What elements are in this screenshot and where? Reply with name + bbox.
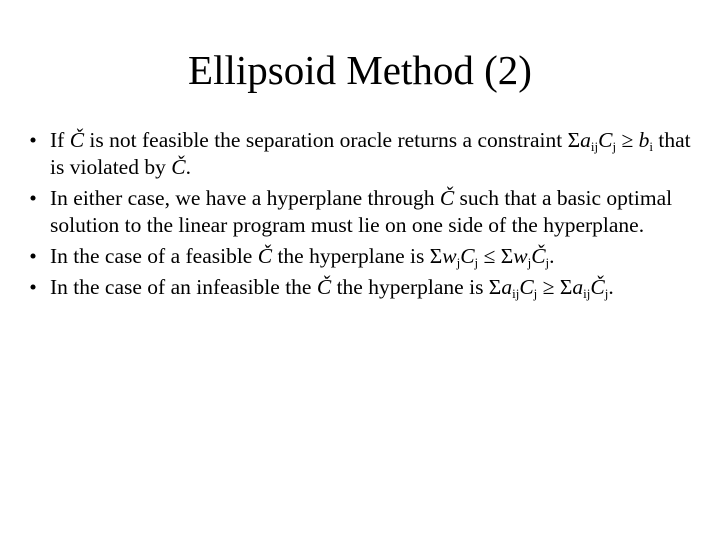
bullet-item [0,243,720,270]
text-run: In the case of a feasible [50,244,258,268]
text-run: i [649,139,654,154]
text-run: j [474,255,479,270]
bullet-marker: • [29,128,37,152]
bullet-marker: • [29,275,37,299]
text-run: j [612,139,617,154]
text-run: In either case, we have a hyperplane through [50,186,440,210]
bullet-marker: • [29,244,37,268]
text-run: ≤ Σ [478,244,514,268]
bullet-text [50,128,691,179]
bullet-text [50,244,555,268]
text-run: ij [590,139,599,154]
bullet-item [0,274,720,301]
bullet-text [50,186,672,237]
text-run: j [545,255,550,270]
text-run: b [638,128,650,152]
text-run: Č [171,155,186,179]
text-run: the hyperplane is Σ [331,275,502,299]
text-run: a [580,128,591,152]
text-run: ij [583,286,591,301]
bullet-item [0,185,720,239]
text-run: . [185,155,191,179]
bullet-item [0,127,720,181]
bullet-text [50,275,614,299]
text-run: C [460,244,475,268]
text-run: Č [257,244,273,268]
text-run: ≥ [616,128,639,152]
text-run: j [527,255,532,270]
text-run: Č [316,275,332,299]
text-run: that is violated by [50,128,691,179]
text-run: Č [531,244,546,268]
text-run: Č [69,128,85,152]
text-run: C [519,275,534,299]
slide-title: Ellipsoid Method (2) [188,47,532,93]
text-run: ≥ Σ [537,275,573,299]
text-run: If [50,128,70,152]
text-run: In the case of an infeasible the [50,275,317,299]
text-run: Č [439,186,455,210]
text-run: is not feasible the separation oracle returns a constraint Σ [84,128,581,152]
text-run: Č [590,275,605,299]
text-run: j [604,286,609,301]
text-run: w [442,244,457,268]
text-run: j [533,286,538,301]
text-run: j [456,255,461,270]
text-run: C [598,128,613,152]
bullet-list [0,127,720,305]
text-run: a [501,275,513,299]
bullet-marker: • [29,186,37,210]
text-run: . [608,275,614,299]
text-run: . [549,244,555,268]
text-run: w [513,244,528,268]
text-run: ij [512,286,520,301]
text-run: the hyperplane is Σ [272,244,443,268]
text-run: such that a basic optimal solution to the linear program must lie on one side of the hyperplane. [50,186,673,237]
text-run: a [572,275,584,299]
